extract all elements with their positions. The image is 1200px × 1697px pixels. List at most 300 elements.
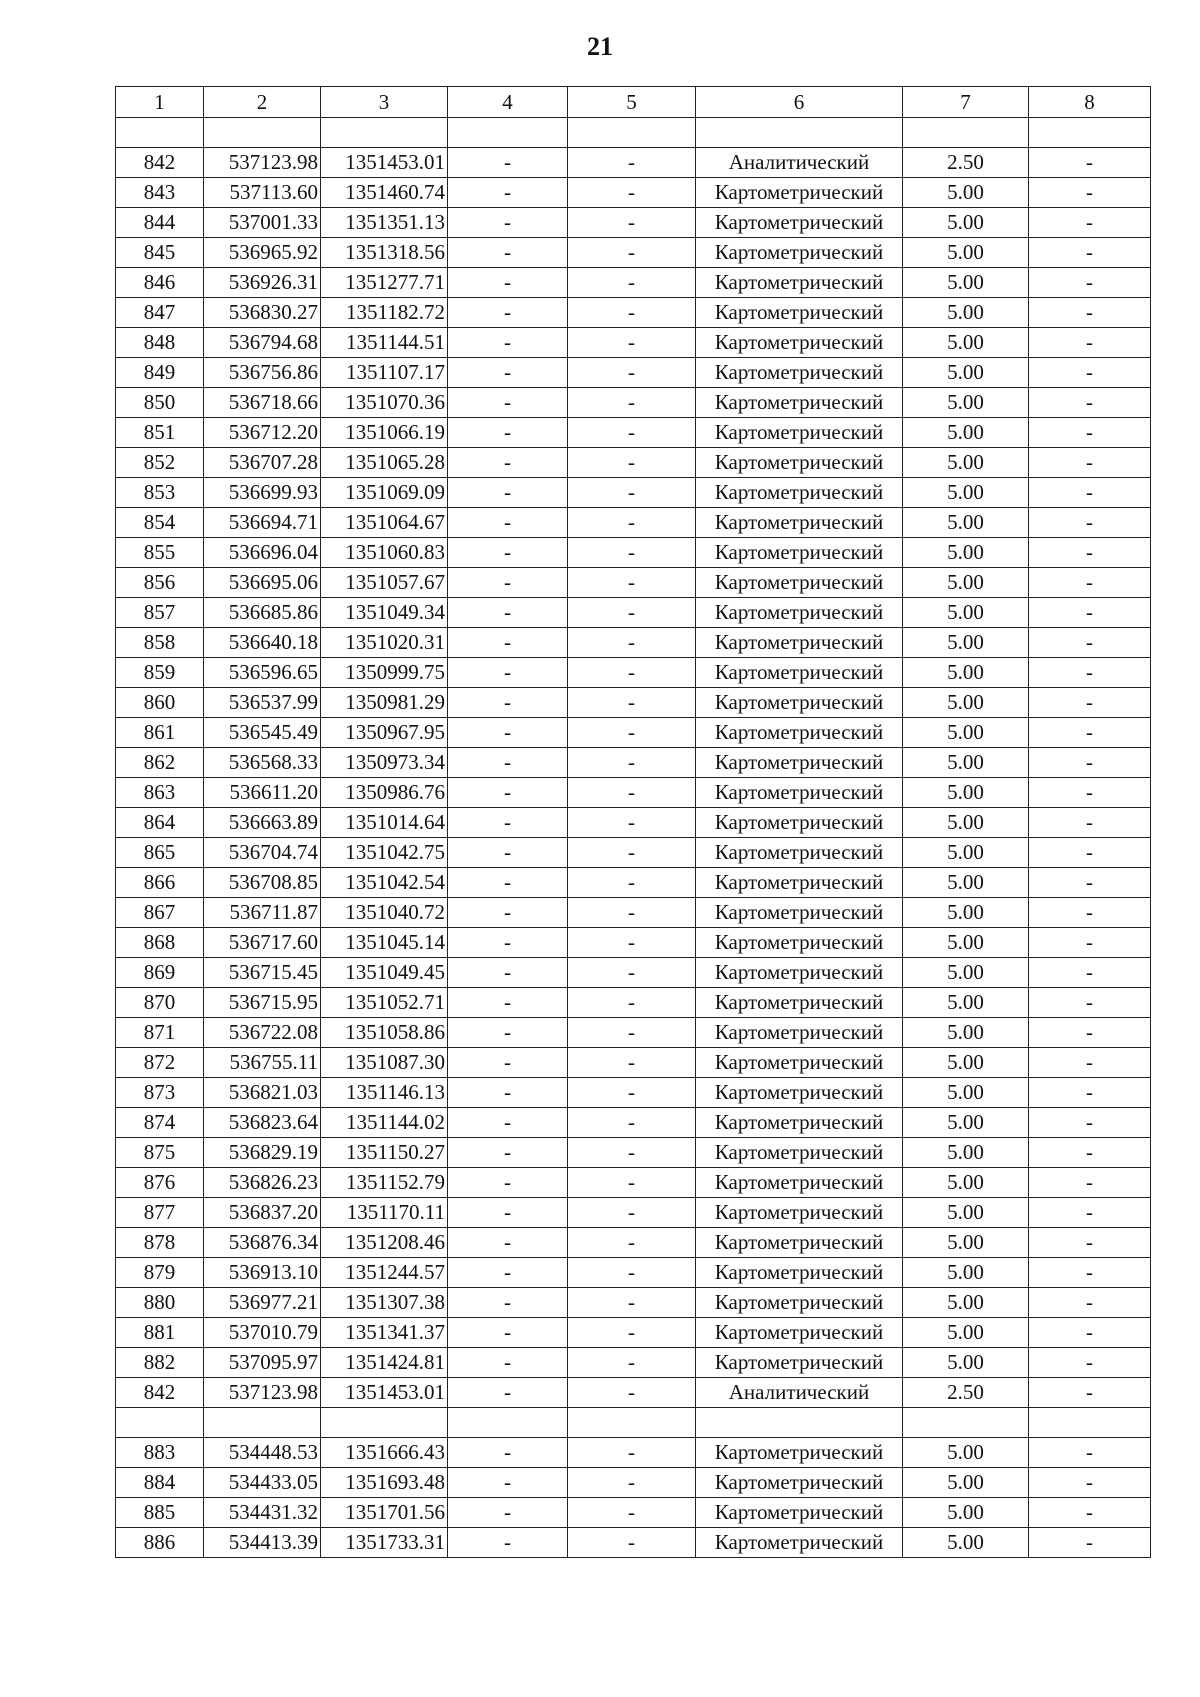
cell-x-coordinate: 534431.32 <box>204 1498 321 1528</box>
cell-accuracy: 5.00 <box>903 1108 1029 1138</box>
cell-accuracy: 5.00 <box>903 1078 1029 1108</box>
cell-method: Картометрический <box>696 328 903 358</box>
cell-x-coordinate: 536568.33 <box>204 748 321 778</box>
cell-accuracy: 5.00 <box>903 328 1029 358</box>
table-row <box>116 1408 1151 1438</box>
cell-col-8: - <box>1029 1018 1151 1048</box>
cell-col-5: - <box>568 1228 696 1258</box>
cell-accuracy: 5.00 <box>903 988 1029 1018</box>
cell-col-5: - <box>568 268 696 298</box>
cell-y-coordinate: 1351064.67 <box>321 508 448 538</box>
cell-col-5: - <box>568 1498 696 1528</box>
table-row <box>116 268 1151 298</box>
cell-method: Картометрический <box>696 898 903 928</box>
cell-method: Картометрический <box>696 178 903 208</box>
cell-method: Картометрический <box>696 1498 903 1528</box>
cell-x-coordinate <box>204 118 321 148</box>
cell-accuracy: 5.00 <box>903 178 1029 208</box>
cell-y-coordinate: 1351049.45 <box>321 958 448 988</box>
cell-point-number: 877 <box>116 1198 204 1228</box>
cell-y-coordinate: 1351351.13 <box>321 208 448 238</box>
cell-col-8: - <box>1029 538 1151 568</box>
cell-col-5: - <box>568 1528 696 1558</box>
cell-method: Картометрический <box>696 1468 903 1498</box>
cell-method: Картометрический <box>696 208 903 238</box>
cell-col-4: - <box>448 808 568 838</box>
table-row <box>116 1318 1151 1348</box>
cell-y-coordinate: 1350981.29 <box>321 688 448 718</box>
cell-x-coordinate: 536823.64 <box>204 1108 321 1138</box>
cell-col-5: - <box>568 958 696 988</box>
cell-col-8: - <box>1029 1168 1151 1198</box>
cell-point-number: 881 <box>116 1318 204 1348</box>
cell-col-5: - <box>568 988 696 1018</box>
cell-y-coordinate: 1350967.95 <box>321 718 448 748</box>
cell-point-number: 876 <box>116 1168 204 1198</box>
cell-accuracy: 5.00 <box>903 1138 1029 1168</box>
cell-y-coordinate: 1351182.72 <box>321 298 448 328</box>
cell-x-coordinate: 536717.60 <box>204 928 321 958</box>
cell-col-4: - <box>448 1318 568 1348</box>
cell-x-coordinate: 534448.53 <box>204 1438 321 1468</box>
cell-col-4: - <box>448 1378 568 1408</box>
cell-col-5: - <box>568 1078 696 1108</box>
cell-point-number: 853 <box>116 478 204 508</box>
cell-accuracy: 5.00 <box>903 298 1029 328</box>
cell-y-coordinate: 1351733.31 <box>321 1528 448 1558</box>
cell-col-4: - <box>448 1288 568 1318</box>
cell-y-coordinate: 1351144.02 <box>321 1108 448 1138</box>
cell-method: Картометрический <box>696 598 903 628</box>
cell-accuracy: 5.00 <box>903 268 1029 298</box>
cell-x-coordinate: 536977.21 <box>204 1288 321 1318</box>
cell-y-coordinate: 1351040.72 <box>321 898 448 928</box>
cell-col-8: - <box>1029 928 1151 958</box>
cell-y-coordinate: 1351042.54 <box>321 868 448 898</box>
cell-col-4: - <box>448 1078 568 1108</box>
cell-col-4: - <box>448 358 568 388</box>
cell-accuracy <box>903 1408 1029 1438</box>
cell-method: Картометрический <box>696 838 903 868</box>
cell-accuracy: 5.00 <box>903 898 1029 928</box>
cell-col-8: - <box>1029 868 1151 898</box>
cell-method: Картометрический <box>696 1018 903 1048</box>
cell-point-number <box>116 118 204 148</box>
cell-x-coordinate: 536715.95 <box>204 988 321 1018</box>
table-row <box>116 808 1151 838</box>
cell-col-8: - <box>1029 208 1151 238</box>
cell-col-4: - <box>448 868 568 898</box>
cell-col-4: - <box>448 628 568 658</box>
cell-col-8: - <box>1029 658 1151 688</box>
cell-col-4: - <box>448 508 568 538</box>
cell-accuracy: 5.00 <box>903 628 1029 658</box>
table-row <box>116 868 1151 898</box>
cell-col-5: - <box>568 688 696 718</box>
cell-y-coordinate: 1351666.43 <box>321 1438 448 1468</box>
cell-col-8: - <box>1029 598 1151 628</box>
cell-y-coordinate: 1351424.81 <box>321 1348 448 1378</box>
cell-point-number: 848 <box>116 328 204 358</box>
cell-method: Картометрический <box>696 1348 903 1378</box>
cell-y-coordinate: 1350986.76 <box>321 778 448 808</box>
table-row <box>116 478 1151 508</box>
cell-col-8: - <box>1029 1198 1151 1228</box>
page-number: 21 <box>587 32 613 61</box>
table-row <box>116 778 1151 808</box>
cell-method: Картометрический <box>696 388 903 418</box>
cell-col-8: - <box>1029 388 1151 418</box>
column-header: 2 <box>204 87 321 118</box>
cell-point-number <box>116 1408 204 1438</box>
cell-method: Картометрический <box>696 628 903 658</box>
cell-method: Картометрический <box>696 748 903 778</box>
cell-accuracy: 5.00 <box>903 508 1029 538</box>
cell-y-coordinate: 1350999.75 <box>321 658 448 688</box>
cell-point-number: 849 <box>116 358 204 388</box>
cell-x-coordinate: 536685.86 <box>204 598 321 628</box>
cell-x-coordinate: 536755.11 <box>204 1048 321 1078</box>
cell-y-coordinate: 1351066.19 <box>321 418 448 448</box>
cell-y-coordinate: 1351701.56 <box>321 1498 448 1528</box>
cell-accuracy: 5.00 <box>903 598 1029 628</box>
cell-x-coordinate: 536545.49 <box>204 718 321 748</box>
cell-point-number: 884 <box>116 1468 204 1498</box>
cell-col-8: - <box>1029 838 1151 868</box>
cell-y-coordinate: 1351307.38 <box>321 1288 448 1318</box>
cell-x-coordinate: 536794.68 <box>204 328 321 358</box>
cell-x-coordinate: 536699.93 <box>204 478 321 508</box>
table-row <box>116 1288 1151 1318</box>
cell-x-coordinate: 536722.08 <box>204 1018 321 1048</box>
cell-col-4: - <box>448 748 568 778</box>
cell-col-5 <box>568 118 696 148</box>
cell-accuracy: 5.00 <box>903 538 1029 568</box>
cell-point-number: 843 <box>116 178 204 208</box>
table-row <box>116 568 1151 598</box>
cell-x-coordinate: 537123.98 <box>204 1378 321 1408</box>
cell-col-4: - <box>448 568 568 598</box>
cell-col-8: - <box>1029 238 1151 268</box>
cell-col-5: - <box>568 598 696 628</box>
table-row <box>116 718 1151 748</box>
cell-point-number: 867 <box>116 898 204 928</box>
cell-col-5: - <box>568 1438 696 1468</box>
cell-y-coordinate: 1351057.67 <box>321 568 448 598</box>
cell-accuracy: 5.00 <box>903 1048 1029 1078</box>
cell-point-number: 858 <box>116 628 204 658</box>
table-row <box>116 418 1151 448</box>
cell-col-4: - <box>448 1498 568 1528</box>
cell-col-4: - <box>448 778 568 808</box>
cell-accuracy: 5.00 <box>903 1018 1029 1048</box>
cell-col-4: - <box>448 688 568 718</box>
cell-point-number: 851 <box>116 418 204 448</box>
cell-x-coordinate <box>204 1408 321 1438</box>
cell-col-8: - <box>1029 778 1151 808</box>
cell-col-8: - <box>1029 418 1151 448</box>
cell-x-coordinate: 536837.20 <box>204 1198 321 1228</box>
cell-col-5: - <box>568 778 696 808</box>
cell-col-5: - <box>568 328 696 358</box>
cell-y-coordinate <box>321 118 448 148</box>
cell-accuracy: 5.00 <box>903 1468 1029 1498</box>
cell-col-5: - <box>568 448 696 478</box>
cell-method: Картометрический <box>696 1168 903 1198</box>
cell-accuracy: 5.00 <box>903 448 1029 478</box>
cell-accuracy: 5.00 <box>903 208 1029 238</box>
cell-y-coordinate: 1351052.71 <box>321 988 448 1018</box>
cell-y-coordinate: 1351144.51 <box>321 328 448 358</box>
cell-method: Картометрический <box>696 718 903 748</box>
cell-accuracy: 5.00 <box>903 568 1029 598</box>
cell-method: Картометрический <box>696 688 903 718</box>
cell-y-coordinate: 1351146.13 <box>321 1078 448 1108</box>
cell-col-4: - <box>448 1198 568 1228</box>
header-row <box>116 87 1151 118</box>
cell-col-4: - <box>448 1228 568 1258</box>
cell-method: Картометрический <box>696 1258 903 1288</box>
cell-col-8: - <box>1029 988 1151 1018</box>
column-header: 7 <box>903 87 1029 118</box>
cell-col-5: - <box>568 1108 696 1138</box>
cell-col-5: - <box>568 1168 696 1198</box>
cell-x-coordinate: 536876.34 <box>204 1228 321 1258</box>
table-row <box>116 928 1151 958</box>
table-row <box>116 298 1151 328</box>
cell-accuracy: 5.00 <box>903 1348 1029 1378</box>
cell-col-5: - <box>568 178 696 208</box>
cell-col-4: - <box>448 1438 568 1468</box>
cell-point-number: 865 <box>116 838 204 868</box>
cell-col-4: - <box>448 208 568 238</box>
cell-point-number: 878 <box>116 1228 204 1258</box>
cell-x-coordinate: 537123.98 <box>204 148 321 178</box>
table-row <box>116 658 1151 688</box>
cell-col-5: - <box>568 868 696 898</box>
cell-accuracy: 5.00 <box>903 838 1029 868</box>
cell-y-coordinate: 1351049.34 <box>321 598 448 628</box>
cell-y-coordinate: 1351065.28 <box>321 448 448 478</box>
cell-x-coordinate: 537001.33 <box>204 208 321 238</box>
cell-col-5: - <box>568 1198 696 1228</box>
cell-point-number: 871 <box>116 1018 204 1048</box>
cell-method: Картометрический <box>696 928 903 958</box>
cell-point-number: 875 <box>116 1138 204 1168</box>
table-row <box>116 328 1151 358</box>
table-row <box>116 538 1151 568</box>
cell-col-5: - <box>568 838 696 868</box>
cell-accuracy: 5.00 <box>903 1528 1029 1558</box>
cell-method: Картометрический <box>696 538 903 568</box>
table-row <box>116 1198 1151 1228</box>
cell-y-coordinate: 1351070.36 <box>321 388 448 418</box>
cell-col-4: - <box>448 838 568 868</box>
cell-method: Картометрический <box>696 1078 903 1108</box>
cell-col-4: - <box>448 898 568 928</box>
table-row <box>116 1438 1151 1468</box>
table-row <box>116 988 1151 1018</box>
cell-point-number: 856 <box>116 568 204 598</box>
cell-accuracy: 5.00 <box>903 808 1029 838</box>
cell-method: Картометрический <box>696 1228 903 1258</box>
cell-method <box>696 118 903 148</box>
cell-accuracy: 5.00 <box>903 928 1029 958</box>
cell-col-4: - <box>448 988 568 1018</box>
cell-point-number: 850 <box>116 388 204 418</box>
cell-accuracy: 5.00 <box>903 688 1029 718</box>
column-header: 8 <box>1029 87 1151 118</box>
table-row <box>116 898 1151 928</box>
table-row <box>116 1138 1151 1168</box>
cell-point-number: 879 <box>116 1258 204 1288</box>
cell-method: Картометрический <box>696 418 903 448</box>
cell-col-4: - <box>448 1138 568 1168</box>
cell-accuracy: 5.00 <box>903 718 1029 748</box>
column-header: 6 <box>696 87 903 118</box>
cell-col-5: - <box>568 898 696 928</box>
cell-point-number: 847 <box>116 298 204 328</box>
cell-y-coordinate: 1351341.37 <box>321 1318 448 1348</box>
table-row <box>116 1378 1151 1408</box>
cell-y-coordinate: 1351150.27 <box>321 1138 448 1168</box>
cell-col-8: - <box>1029 1438 1151 1468</box>
cell-accuracy: 5.00 <box>903 778 1029 808</box>
cell-col-5: - <box>568 148 696 178</box>
cell-x-coordinate: 536596.65 <box>204 658 321 688</box>
cell-accuracy: 5.00 <box>903 1198 1029 1228</box>
cell-col-8: - <box>1029 958 1151 988</box>
cell-col-8: - <box>1029 1138 1151 1168</box>
cell-col-5: - <box>568 388 696 418</box>
cell-x-coordinate: 536696.04 <box>204 538 321 568</box>
cell-col-5: - <box>568 1318 696 1348</box>
cell-col-4: - <box>448 928 568 958</box>
cell-method: Картометрический <box>696 658 903 688</box>
cell-col-5: - <box>568 508 696 538</box>
cell-x-coordinate: 536694.71 <box>204 508 321 538</box>
cell-method: Картометрический <box>696 988 903 1018</box>
cell-accuracy: 5.00 <box>903 1258 1029 1288</box>
cell-col-4: - <box>448 1528 568 1558</box>
cell-x-coordinate: 536537.99 <box>204 688 321 718</box>
cell-y-coordinate: 1351042.75 <box>321 838 448 868</box>
cell-col-5: - <box>568 478 696 508</box>
cell-col-8: - <box>1029 148 1151 178</box>
cell-col-5: - <box>568 418 696 448</box>
cell-point-number: 854 <box>116 508 204 538</box>
cell-point-number: 864 <box>116 808 204 838</box>
cell-method: Картометрический <box>696 808 903 838</box>
cell-point-number: 844 <box>116 208 204 238</box>
cell-method: Картометрический <box>696 508 903 538</box>
cell-col-8: - <box>1029 508 1151 538</box>
cell-col-4: - <box>448 418 568 448</box>
cell-y-coordinate: 1350973.34 <box>321 748 448 778</box>
cell-x-coordinate: 536707.28 <box>204 448 321 478</box>
cell-col-8: - <box>1029 478 1151 508</box>
cell-col-5: - <box>568 358 696 388</box>
cell-col-4: - <box>448 1168 568 1198</box>
cell-col-5: - <box>568 298 696 328</box>
cell-point-number: 859 <box>116 658 204 688</box>
cell-col-5: - <box>568 568 696 598</box>
cell-accuracy: 5.00 <box>903 238 1029 268</box>
table-row <box>116 838 1151 868</box>
cell-method: Картометрический <box>696 1438 903 1468</box>
cell-col-5: - <box>568 1468 696 1498</box>
cell-accuracy: 5.00 <box>903 1438 1029 1468</box>
cell-x-coordinate: 536718.66 <box>204 388 321 418</box>
cell-y-coordinate: 1351058.86 <box>321 1018 448 1048</box>
cell-y-coordinate: 1351693.48 <box>321 1468 448 1498</box>
cell-col-4: - <box>448 148 568 178</box>
cell-x-coordinate: 534413.39 <box>204 1528 321 1558</box>
cell-col-4: - <box>448 1258 568 1288</box>
cell-col-5: - <box>568 1048 696 1078</box>
cell-col-8: - <box>1029 568 1151 598</box>
cell-accuracy: 5.00 <box>903 1498 1029 1528</box>
cell-point-number: 845 <box>116 238 204 268</box>
table-row <box>116 448 1151 478</box>
cell-y-coordinate: 1351460.74 <box>321 178 448 208</box>
cell-col-4: - <box>448 268 568 298</box>
table-row <box>116 1468 1151 1498</box>
cell-y-coordinate: 1351014.64 <box>321 808 448 838</box>
table-row <box>116 1258 1151 1288</box>
cell-col-4: - <box>448 298 568 328</box>
cell-x-coordinate: 536708.85 <box>204 868 321 898</box>
cell-col-8: - <box>1029 1228 1151 1258</box>
cell-point-number: 886 <box>116 1528 204 1558</box>
cell-y-coordinate: 1351020.31 <box>321 628 448 658</box>
table-row <box>116 688 1151 718</box>
cell-col-4: - <box>448 478 568 508</box>
cell-point-number: 866 <box>116 868 204 898</box>
cell-col-4: - <box>448 238 568 268</box>
cell-col-4: - <box>448 1348 568 1378</box>
cell-point-number: 869 <box>116 958 204 988</box>
cell-point-number: 860 <box>116 688 204 718</box>
cell-method: Картометрический <box>696 778 903 808</box>
cell-x-coordinate: 536965.92 <box>204 238 321 268</box>
cell-method: Картометрический <box>696 238 903 268</box>
cell-accuracy: 5.00 <box>903 478 1029 508</box>
cell-accuracy: 5.00 <box>903 958 1029 988</box>
table-row <box>116 1348 1151 1378</box>
cell-point-number: 852 <box>116 448 204 478</box>
cell-point-number: 882 <box>116 1348 204 1378</box>
cell-col-8: - <box>1029 688 1151 718</box>
cell-method: Картометрический <box>696 868 903 898</box>
cell-accuracy: 5.00 <box>903 358 1029 388</box>
table-row <box>116 238 1151 268</box>
table-row <box>116 1498 1151 1528</box>
column-header: 5 <box>568 87 696 118</box>
cell-accuracy: 5.00 <box>903 1288 1029 1318</box>
cell-col-8: - <box>1029 328 1151 358</box>
cell-y-coordinate: 1351208.46 <box>321 1228 448 1258</box>
cell-point-number: 846 <box>116 268 204 298</box>
cell-col-8: - <box>1029 178 1151 208</box>
cell-x-coordinate: 536663.89 <box>204 808 321 838</box>
cell-x-coordinate: 537095.97 <box>204 1348 321 1378</box>
table-row <box>116 1228 1151 1258</box>
table-row <box>116 148 1151 178</box>
cell-col-8: - <box>1029 1378 1151 1408</box>
cell-accuracy: 5.00 <box>903 748 1029 778</box>
cell-method: Картометрический <box>696 448 903 478</box>
